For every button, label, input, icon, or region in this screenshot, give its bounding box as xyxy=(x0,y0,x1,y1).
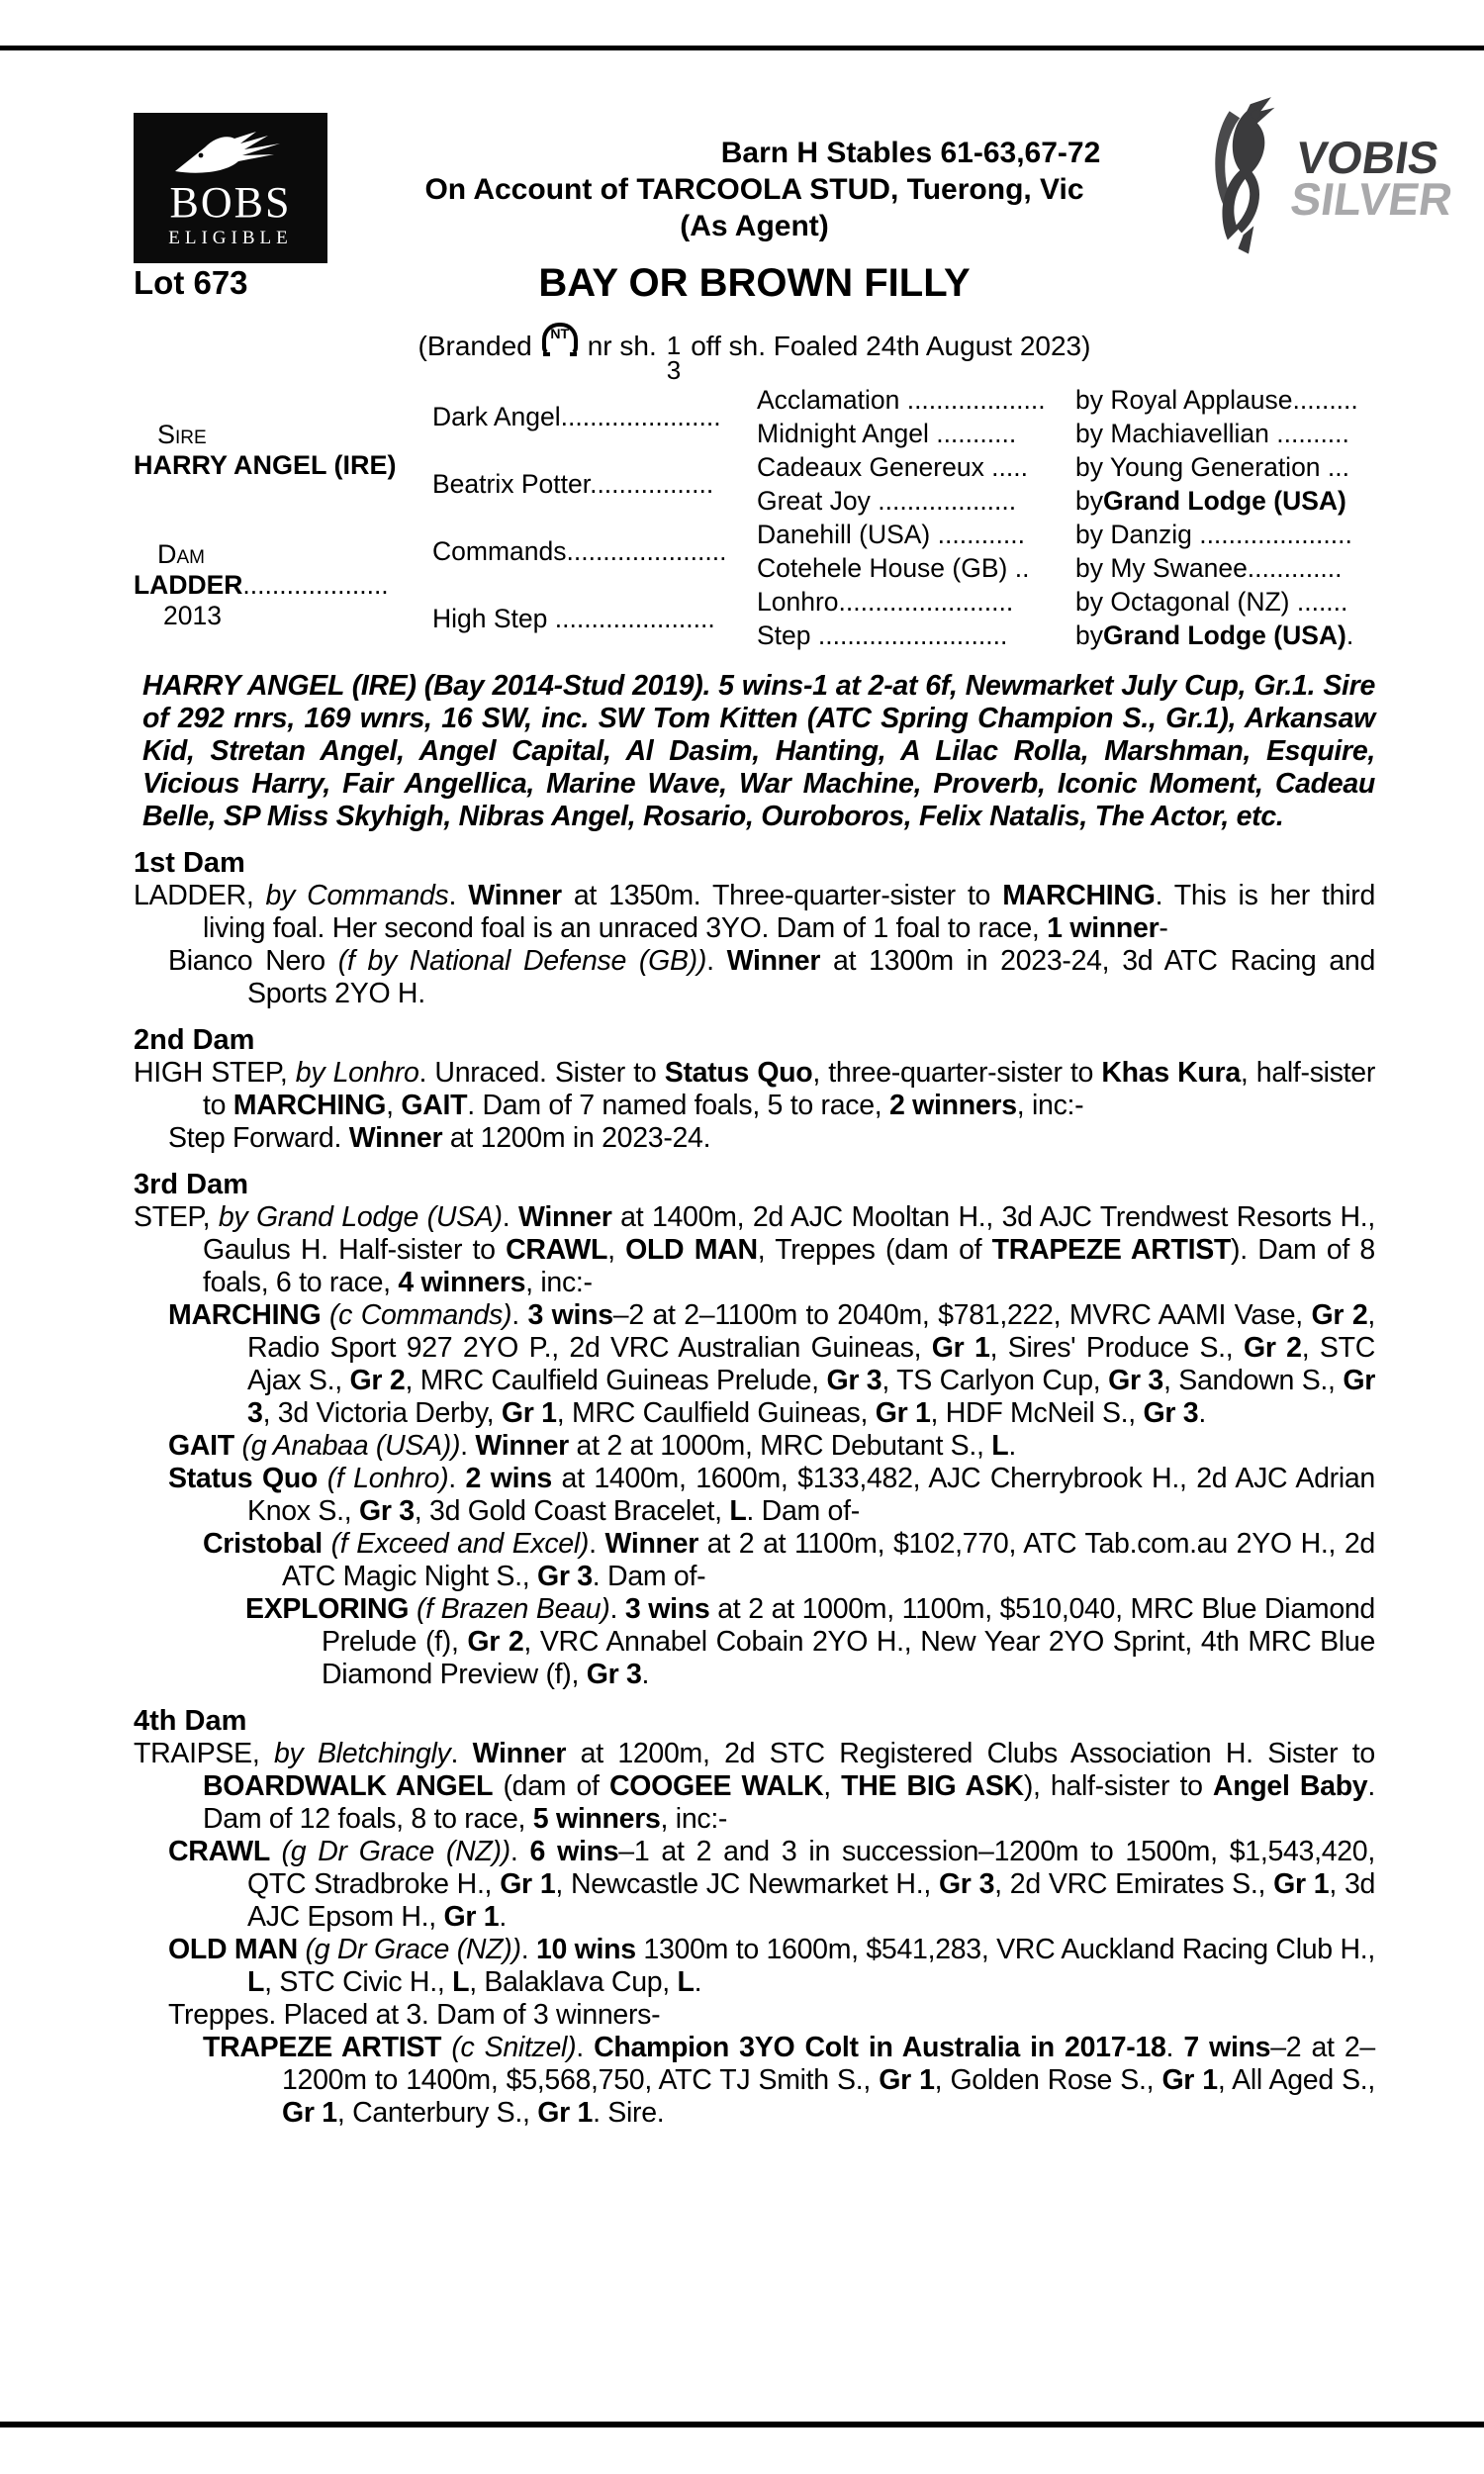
horse-title: BAY OR BROWN FILLY xyxy=(538,261,971,305)
brand-fraction-bottom: 3 xyxy=(666,355,682,385)
sire-name: HARRY ANGEL (IRE) xyxy=(134,450,397,480)
brand-mark-icon xyxy=(542,323,578,356)
pedigree-parent: Dark Angel...................... xyxy=(432,401,721,431)
pedigree-parent: Commands...................... xyxy=(432,535,727,566)
entry-step-forward: Step Forward. Winner at 1200m in 2023-24. xyxy=(168,1122,711,1154)
section-3rd-dam xyxy=(134,1169,1375,1691)
entry-status-quo: Status Quo (f Lonhro). 2 wins at 1400m, 1600m, $133,482, AJC Cherrybrook H., 2d AJC Adrian Knox S., Gr 3, 3d Gold Coast Bracelet, L. Dam of- xyxy=(168,1463,1375,1527)
brand-fraction xyxy=(667,333,681,383)
pedigree-greatgrandsire: by Danzig ..................... xyxy=(1075,519,1352,549)
pedigree-grandparent: Midnight Angel ........... xyxy=(757,418,1017,448)
section-heading: 2nd Dam xyxy=(134,1024,255,1056)
pedigree-greatgrandsire: by Royal Applause......... xyxy=(1075,384,1358,415)
dam-label: Dam xyxy=(157,538,205,569)
lot-number: Lot 673 xyxy=(134,264,248,301)
entry-treppes: Treppes. Placed at 3. Dam of 3 winners- xyxy=(168,1999,661,2031)
entry-marching: MARCHING (c Commands). 3 wins–2 at 2–1100m to 2040m, $781,222, MVRC AAMI Vase, Gr 2, Radio Sport 927 2YO P., 2d VRC Australian Guineas, Gr 1, Sires' Produce S., Gr 2, STC Ajax S., Gr 2, MRC Caulfield Guineas Prelude, Gr 3, TS Carlyon Cup, Gr 3, Sandown S., Gr 3, 3d Victoria Derby, Gr 1, MRC Caulfield Guineas, Gr 1, HDF McNeil S., Gr 3. xyxy=(168,1299,1376,1429)
pedigree-grandparent: Cadeaux Genereux ..... xyxy=(757,451,1028,482)
brand-mark-letters: NT xyxy=(550,326,570,341)
sire-summary: HARRY ANGEL (IRE) (Bay 2014-Stud 2019). 5 wins-1 at 2-at 6f, Newmarket July Cup, Gr.1. Sire of 292 rnrs, 169 wnrs, 16 SW, inc. SW Tom Kitten (ATC Spring Champion S., Gr.1), Arkansaw Kid, Stretan Angel, Angel Capital, Al Dasim, Hanting, A Lilac Rolla, Marshman, Esquire, Vicious Harry, Fair Angellica, Marine Wave, War Machine, Proverb, Iconic Moment, Cadeau Belle, SP Miss Skyhigh, Nibras Angel, Rosario, Ouroboros, Felix Natalis, The Actor, etc. xyxy=(142,670,1375,832)
entry-step: STEP, by Grand Lodge (USA). Winner at 1400m, 2d AJC Mooltan H., 3d AJC Trendwest Resorts H., Gaulus H. Half-sister to CRAWL, OLD MAN, Treppes (dam of TRAPEZE ARTIST). Dam of 8 foals, 6 to race, 4 winners, inc:- xyxy=(134,1201,1375,1298)
pedigree-dam-cell xyxy=(134,518,432,652)
section-heading: 1st Dam xyxy=(134,847,245,879)
pedigree-greatgrandsire: by Grand Lodge (USA) xyxy=(1075,485,1346,516)
entry-gait: GAIT (g Anabaa (USA)). Winner at 2 at 1000m, MRC Debutant S., L. xyxy=(168,1430,1016,1462)
barn-line: Barn H Stables 61-63,67-72 xyxy=(720,137,1101,169)
entry-exploring: EXPLORING (f Brazen Beau). 3 wins at 2 at 1000m, 1100m, $510,040, MRC Blue Diamond Prelude (f), Gr 2, VRC Annabel Cobain 2YO H., New Year 2YO Sprint, 4th MRC Blue Diamond Preview (f), Gr 3. xyxy=(245,1593,1376,1690)
horseshoe-foot xyxy=(543,352,550,356)
pedigree-greatgrandsire: by Grand Lodge (USA) . xyxy=(1075,619,1354,650)
entry-traipse: TRAIPSE, by Bletchingly. Winner at 1200m, 2d STC Registered Clubs Association H. Sister to BOARDWALK ANGEL (dam of COOGEE WALK, THE BIG ASK), half-sister to Angel Baby. Dam of 12 foals, 8 to race, 5 winners, inc:- xyxy=(134,1738,1375,1835)
branded-prefix: (Branded xyxy=(417,331,532,361)
page-content xyxy=(134,0,1375,2130)
entry-high-step: HIGH STEP, by Lonhro. Unraced. Sister to Status Quo, three-quarter-sister to Khas Kura, half-sister to MARCHING, GAIT. Dam of 7 named foals, 5 to race, 2 winners, inc:- xyxy=(134,1057,1376,1121)
pedigree-parent: Beatrix Potter................. xyxy=(432,468,714,499)
pedigree-greatgrandsire: by Young Generation ... xyxy=(1075,451,1349,482)
vobis-logo-line2: SILVER xyxy=(1287,172,1456,225)
section-2nd-dam xyxy=(134,1024,1375,1155)
pedigree-grandparent: Lonhro........................ xyxy=(757,586,1014,617)
consignor-header xyxy=(134,135,1375,244)
pedigree-grandparent: Step .......................... xyxy=(757,619,1008,650)
entry-trapeze-artist: TRAPEZE ARTIST (c Snitzel). Champion 3YO Colt in Australia in 2017-18. 7 wins–2 at 2–1200m to 1400m, $5,568,750, ATC TJ Smith S., Gr 1, Golden Rose S., Gr 1, All Aged S., Gr 1, Canterbury S., Gr 1. Sire. xyxy=(203,2032,1376,2129)
pedigree-grandparent: Cotehele House (GB) .. xyxy=(757,552,1030,583)
section-heading: 4th Dam xyxy=(134,1705,247,1737)
account-line: On Account of TARCOOLA STUD, Tuerong, Vic xyxy=(424,173,1084,206)
entry-ladder: LADDER, by Commands. Winner at 1350m. Three-quarter-sister to MARCHING. This is her third living foal. Her second foal is an unraced 3YO. Dam of 1 foal to race, 1 winner- xyxy=(134,880,1375,944)
pedigree-greatgrandsire: by Machiavellian .......... xyxy=(1075,418,1349,448)
branded-suffix: off sh. Foaled 24th August 2023) xyxy=(691,331,1091,361)
pedigree-sire-cell xyxy=(134,383,432,518)
bottom-rule xyxy=(0,2422,1484,2427)
pedigree-grandparent: Danehill (USA) ............ xyxy=(757,519,1025,549)
sire-label: Sire xyxy=(157,420,207,449)
bobs-logo-word: BOBS xyxy=(169,177,292,227)
entry-bianco-nero: Bianco Nero (f by National Defense (GB)). Winner at 1300m in 2023-24, 3d ATC Racing and Sports 2YO H. xyxy=(168,945,1376,1009)
pedigree-greatgrandsire: by Octagonal (NZ) ....... xyxy=(1075,586,1348,617)
lot-row xyxy=(134,260,1375,306)
pedigree-parent: High Step ...................... xyxy=(432,603,715,633)
vobis-logo-line1: VOBIS xyxy=(1293,131,1442,183)
agent-line: (As Agent) xyxy=(680,210,829,242)
pedigree-table xyxy=(134,383,1375,652)
pedigree-grandparent: Great Joy ................... xyxy=(757,485,1017,516)
horseshoe-foot xyxy=(570,352,577,356)
dam-name: LADDER.................... xyxy=(134,569,389,600)
brand-fraction-top: 1 xyxy=(666,331,682,360)
branded-near-shoulder: nr sh. xyxy=(587,331,657,361)
entry-old-man: OLD MAN (g Dr Grace (NZ)). 10 wins 1300m to 1600m, $541,283, VRC Auckland Racing Club H., L, STC Civic H., L, Balaklava Cup, L. xyxy=(168,1934,1375,1998)
pedigree-grandparent: Acclamation ................... xyxy=(757,384,1046,415)
section-1st-dam xyxy=(134,847,1375,1010)
section-4th-dam xyxy=(134,1705,1375,2130)
pedigree-greatgrandsire: by My Swanee............. xyxy=(1075,552,1343,583)
entry-crawl: CRAWL (g Dr Grace (NZ)). 6 wins–1 at 2 and 3 in succession–1200m to 1500m, $1,543,420, QTC Stradbroke H., Gr 1, Newcastle JC Newmarket H., Gr 3, 2d VRC Emirates S., Gr 1, 3d AJC Epsom H., Gr 1. xyxy=(168,1836,1376,1933)
bobs-logo-subtitle: ELIGIBLE xyxy=(168,227,293,248)
dam-year: 2013 xyxy=(163,600,222,630)
section-heading: 3rd Dam xyxy=(134,1169,249,1200)
entry-cristobal: Cristobal (f Exceed and Excel). Winner at 2 at 1100m, $102,770, ATC Tab.com.au 2YO H., 2d ATC Magic Night S., Gr 3. Dam of- xyxy=(203,1528,1375,1592)
branded-line xyxy=(134,314,1375,385)
